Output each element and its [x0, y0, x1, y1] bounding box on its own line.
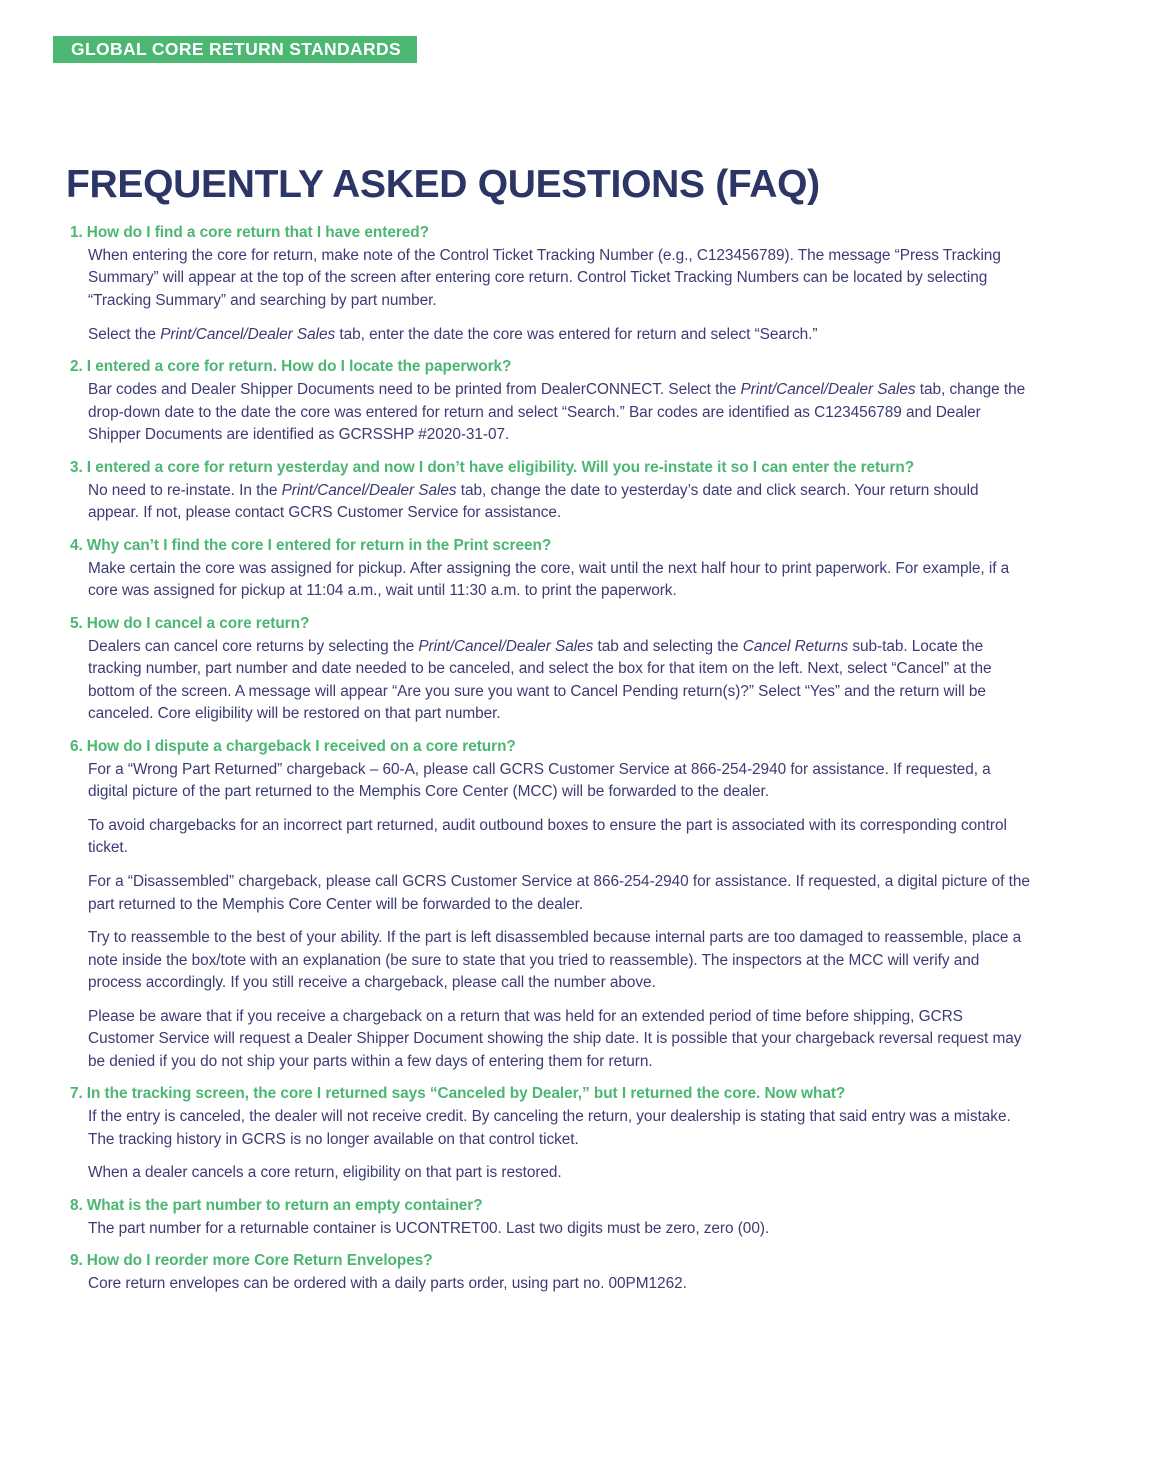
faq-item — [70, 1083, 1032, 1191]
faq-answer-paragraph: The part number for a returnable container is UCONTRET00. Last two digits must be zero, zero (00). — [88, 1219, 770, 1237]
section-banner — [53, 36, 417, 63]
faq-question-number: 1. — [70, 224, 83, 241]
faq-item-spacer — [70, 603, 1032, 609]
section-banner-label: GLOBAL CORE RETURN STANDARDS — [71, 38, 401, 59]
faq-question-number: 7. — [70, 1085, 83, 1103]
faq-item-spacer — [70, 525, 1032, 531]
faq-answer-paragraph: Try to reassemble to the best of your ability. If the part is left disassembled because internal parts are too damaged to reassemble, place a note inside the box/tote with an explanation (be sure to state that you tried to reassemble). The inspectors at the MCC will verify and process accordingly. If you still receive a chargeback, please call the number above. — [88, 929, 1022, 992]
faq-item-spacer — [70, 1073, 1032, 1079]
faq-question-number: 9. — [70, 1252, 83, 1270]
faq-question-number: 2. — [70, 358, 83, 376]
faq-item-spacer — [70, 726, 1032, 732]
faq-item-spacer — [70, 1296, 1032, 1302]
faq-item — [70, 613, 1032, 732]
page-title: FREQUENTLY ASKED QUESTIONS (FAQ) — [66, 163, 820, 207]
faq-answer-paragraph: When entering the core for return, make note of the Control Ticket Tracking Number (e.g., C123456789). The message “Press Tracking Summary” will appear at the top of the screen after entering core return. Control Ticket Tracking Numbers can be located by selecting “Tracking Summary” and searching by part number. — [88, 246, 1001, 309]
faq-item — [70, 457, 1032, 531]
faq-question-text: I entered a core for return. How do I locate the paperwork? — [86, 358, 512, 376]
faq-question — [70, 356, 1032, 378]
faq-item-spacer — [70, 1185, 1032, 1191]
faq-question — [70, 222, 1032, 244]
faq-question-text: How do I cancel a core return? — [86, 614, 310, 632]
faq-question-text: What is the part number to return an empty container? — [86, 1197, 483, 1214]
faq-item-spacer — [70, 447, 1032, 453]
faq-question-number: 8. — [70, 1197, 83, 1214]
faq-answer-paragraph: Core return envelopes can be ordered with a daily parts order, using part no. 00PM1262. — [88, 1275, 687, 1293]
faq-answer-paragraph: For a “Disassembled” chargeback, please call GCRS Customer Service at 866-254-2940 for assistance. If requested, a digital picture of the part returned to the Memphis Core Center will be forwarded to the dealer. — [88, 872, 1030, 913]
faq-answer-paragraph: To avoid chargebacks for an incorrect part returned, audit outbound boxes to ensure the part is associated with its corresponding control ticket. — [88, 816, 1007, 857]
faq-list — [70, 222, 1032, 1306]
faq-answer-paragraph: If the entry is canceled, the dealer will not receive credit. By canceling the return, your dealership is stating that said entry was a mistake. The tracking history in GCRS is no longer available on that control ticket. — [88, 1108, 1011, 1148]
faq-item — [70, 1250, 1032, 1301]
faq-answer-paragraph: For a “Wrong Part Returned” chargeback – 60-A, please call GCRS Customer Service at 866-254-2940 for assistance. If requested, a digital picture of the part returned to the Memphis Core Center (MCC) will be forwarded to the dealer. — [88, 760, 991, 801]
faq-question — [70, 1195, 1032, 1217]
faq-question-text: I entered a core for return yesterday and now I don’t have eligibility. Will you re-instate it so I can enter the return? — [86, 458, 915, 476]
faq-question — [70, 535, 1032, 557]
faq-item-spacer — [70, 346, 1032, 352]
faq-question-text: How do I dispute a chargeback I received on a core return? — [86, 737, 516, 755]
faq-question — [70, 1250, 1032, 1272]
faq-question-text: How do I find a core return that I have entered? — [86, 224, 429, 241]
faq-answer-paragraph: No need to re-instate. In the Print/Cancel/Dealer Sales tab, change the date to yesterday’s date and click search. Your return should appear. If not, please contact GCRS Customer Service for assistance. — [88, 481, 979, 522]
faq-question — [70, 457, 1032, 479]
faq-question — [70, 1083, 1032, 1105]
faq-question-number: 4. — [70, 536, 83, 554]
faq-answer-paragraph: Dealers can cancel core returns by selecting the Print/Cancel/Dealer Sales tab and selecting the Cancel Returns sub-tab. Locate the tracking number, part number and date needed to be canceled, and select the box for that item on the left. Next, select “Cancel” at the bottom of the screen. A message will appear “Are you sure you want to Cancel Pending return(s)?” Select “Yes” and the return will be canceled. Core eligibility will be restored on that part number. — [88, 637, 992, 723]
faq-answer-paragraph: Select the Print/Cancel/Dealer Sales tab, enter the date the core was entered for return and select “Search.” — [88, 325, 818, 343]
faq-question — [70, 613, 1032, 635]
faq-item — [70, 356, 1032, 453]
faq-item — [70, 736, 1032, 1080]
faq-question — [70, 736, 1032, 758]
faq-question-text: How do I reorder more Core Return Envelopes? — [86, 1252, 433, 1270]
faq-answer-paragraph: Bar codes and Dealer Shipper Documents need to be printed from DealerCONNECT. Select the Print/Cancel/Dealer Sales tab, change the drop-down date to the date the core was entered for return and select “Search.” Bar codes are identified as C123456789 and Dealer Shipper Documents are identified as GCRSSHP #2020-31-07. — [88, 381, 1026, 444]
faq-question-text: In the tracking screen, the core I returned says “Canceled by Dealer,” but I returned the core. Now what? — [86, 1085, 846, 1103]
faq-answer-paragraph: Make certain the core was assigned for pickup. After assigning the core, wait until the next half hour to print paperwork. For example, if a core was assigned for pickup at 11:04 a.m., wait until 11:30 a.m. to print the paperwork. — [88, 559, 1010, 600]
faq-item — [70, 1195, 1032, 1246]
faq-question-number: 6. — [70, 737, 83, 755]
faq-answer-paragraph: Please be aware that if you receive a chargeback on a return that was held for an extended period of time before shipping, GCRS Customer Service will request a Dealer Shipper Document showing the ship date. It is possible that your chargeback reversal request may be denied if you do not ship your parts within a few days of entering them for return. — [88, 1007, 1022, 1070]
faq-question-text: Why can’t I find the core I entered for return in the Print screen? — [86, 536, 552, 554]
faq-item — [70, 535, 1032, 609]
faq-item — [70, 222, 1032, 352]
faq-item-spacer — [70, 1240, 1032, 1246]
faq-question-number: 5. — [70, 614, 83, 632]
faq-question-number: 3. — [70, 458, 83, 476]
faq-answer-paragraph: When a dealer cancels a core return, eligibility on that part is restored. — [88, 1164, 562, 1182]
